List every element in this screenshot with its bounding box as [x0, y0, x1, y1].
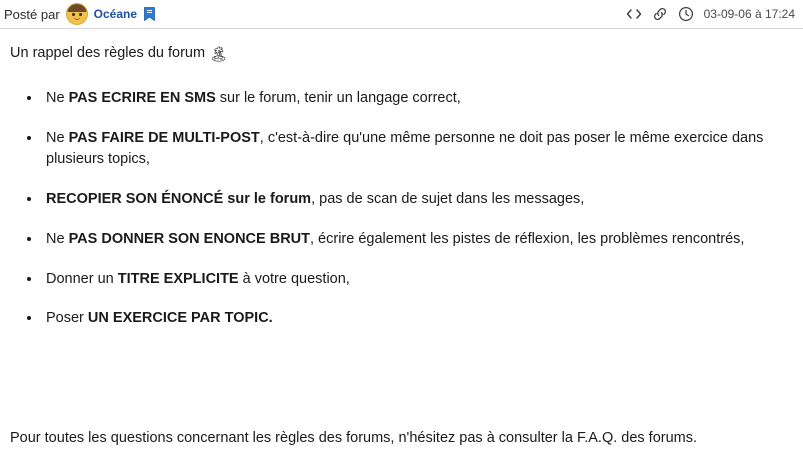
- rule-suffix: , c'est-à-dire qu'une même personne ne doit pas poser le même exercice dans plusieurs topics,: [46, 129, 764, 168]
- rule-prefix: Ne: [46, 129, 69, 146]
- rule-emphasis: RECOPIER SON ÉNONCÉ sur le forum: [46, 191, 312, 207]
- post-intro: [10, 43, 793, 66]
- post-intro-text: Un rappel des règles du forum: [10, 45, 210, 61]
- rule-emphasis: PAS DONNER SON ENONCE BRUT: [68, 230, 310, 247]
- rule-suffix: , écrire également les pistes de réflexion, les problèmes rencontrés,: [310, 230, 745, 247]
- post-body: [0, 43, 803, 330]
- rule-prefix: Poser: [46, 310, 88, 327]
- closing-text: Pour toutes les questions concernant les règles des forums, n'hésitez pas à consulter la F.A.Q. des forums.: [10, 430, 698, 446]
- rule-emphasis: TITRE EXPLICITE: [117, 270, 239, 287]
- palm-island-emoji: 🏝: [209, 46, 229, 63]
- code-brackets-icon[interactable]: [626, 6, 643, 23]
- rules-list: [10, 88, 793, 330]
- rule-emphasis: UN EXERCICE PAR TOPIC.: [87, 310, 273, 327]
- list-item: [42, 269, 793, 291]
- clock-icon[interactable]: [678, 6, 695, 23]
- author-name[interactable]: Océane: [93, 7, 138, 21]
- rule-emphasis: PAS FAIRE DE MULTI-POST: [68, 129, 260, 146]
- post-date: 03-09-06 à 17:24: [703, 7, 795, 21]
- list-item: [42, 189, 793, 211]
- rule-prefix: Ne: [46, 230, 69, 247]
- bookmark-badge-icon: [143, 7, 156, 21]
- posted-by-label: Posté par: [4, 6, 60, 22]
- list-item: [42, 308, 793, 330]
- link-icon[interactable]: [652, 6, 669, 23]
- list-item: [42, 88, 793, 110]
- rule-suffix: , pas de scan de sujet dans les messages,: [311, 191, 585, 207]
- rule-emphasis: PAS ECRIRE EN SMS: [68, 89, 216, 106]
- post-author-area: [4, 3, 156, 25]
- list-item: [42, 229, 793, 251]
- rule-prefix: Ne: [46, 89, 69, 106]
- post-header: [0, 0, 803, 29]
- rule-suffix: sur le forum, tenir un langage correct,: [215, 89, 461, 106]
- avatar[interactable]: [66, 3, 88, 25]
- post-header-actions: [626, 6, 795, 23]
- rule-suffix: à votre question,: [238, 270, 350, 287]
- rule-prefix: Donner un: [46, 270, 118, 287]
- list-item: [42, 128, 793, 172]
